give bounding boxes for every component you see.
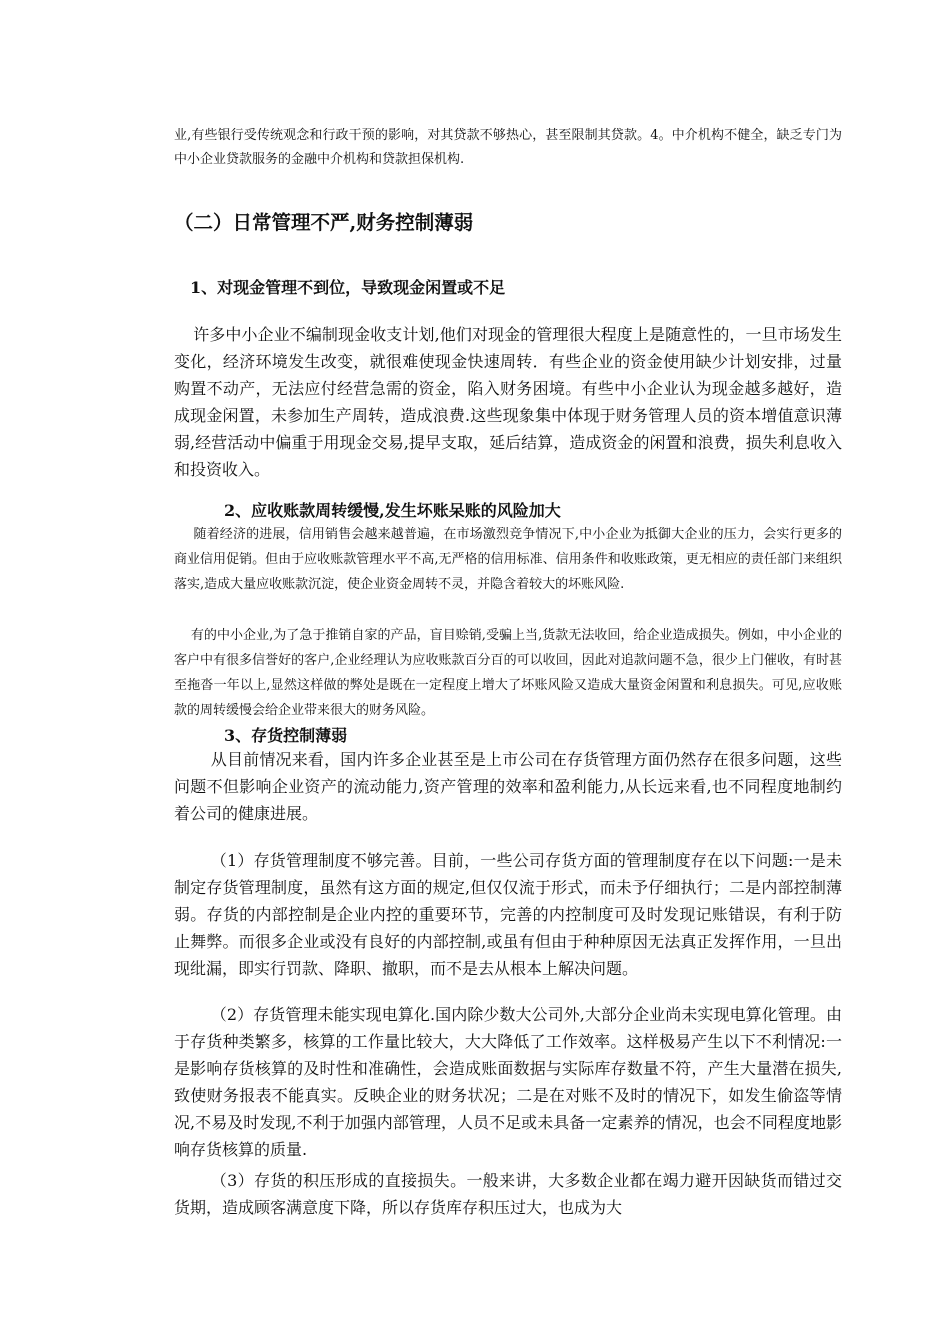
subheading-1: 1、对现金管理不到位，导致现金闲置或不足 xyxy=(190,278,506,297)
paragraph-3d: （3）存货的积压形成的直接损失。一般来讲，大多数企业都在竭力避开因缺货而错过交货期，造成顾客满意度下降，所以存货库存积压过大，也成为大 xyxy=(174,1171,842,1217)
intro-paragraph: 业,有些银行受传统观念和行政干预的影响，对其贷款不够热心，甚至限制其贷款。4。中介机构不健全，缺乏专门为中小企业贷款服务的金融中介机构和贷款担保机构. xyxy=(174,128,842,167)
subheading-2: 2、应收账款周转缓慢,发生坏账呆账的风险加大 xyxy=(224,501,561,520)
paragraph-1: 许多中小企业不编制现金收支计划,他们对现金的管理很大程度上是随意性的，一旦市场发生变化，经济环境发生改变，就很难使现金快速周转．有些企业的资金使用缺少计划安排，过量购置不动产，无法应付经营急需的资金，陷入财务困境。有些中小企业认为现金越多越好，造成现金闲置，未参加生产周转，造成浪费.这些现象集中体现于财务管理人员的资本增值意识薄弱,经营活动中偏重于用现金交易,提早支取，延后结算，造成资金的闲置和浪费，损失利息收入和投资收入。 xyxy=(174,325,842,479)
paragraph-3b: （1）存货管理制度不够完善。目前，一些公司存货方面的管理制度存在以下问题:一是未制定存货管理制度，虽然有这方面的规定,但仅仅流于形式，而未予仔细执行；二是内部控制薄弱。存货的内部控制是企业内控的重要环节，完善的内控制度可及时发现记账错误，有利于防止舞弊。而很多企业或没有良好的内部控制,或虽有但由于种种原因无法真正发挥作用，一旦出现纰漏，即实行罚款、降职、撤职，而不是去从根本上解决问题。 xyxy=(174,851,842,978)
paragraph-3c: （2）存货管理未能实现电算化.国内除少数大公司外,大部分企业尚未实现电算化管理。由于存货种类繁多，核算的工作量比较大，大大降低了工作效率。这样极易产生以下不利情况:一是影响存货核算的及时性和准确性，会造成账面数据与实际库存数量不符，产生大量潜在损失,致使财务报表不能真实。反映企业的财务状况；二是在对账不及时的情况下，如发生偷盗等情况,不易及时发现,不利于加强内部管理，人员不足或未具备一定素养的情况，也会不同程度地影响存货核算的质量. xyxy=(174,1005,842,1159)
paragraph-2a: 随着经济的进展，信用销售会越来越普遍，在市场激烈竞争情况下,中小企业为抵御大企业的压力，会实行更多的商业信用促销。但由于应收账款管理水平不高,无严格的信用标准、信用条件和收账政策，更无相应的责任部门来组织落实,造成大量应收账款沉淀，使企业资金周转不灵，并隐含着较大的坏账风险. xyxy=(174,527,842,592)
paragraph-3a: 从目前情况来看，国内许多企业甚至是上市公司在存货管理方面仍然存在很多问题，这些问题不但影响企业资产的流动能力,资产管理的效率和盈利能力,从长远来看,也不同程度地制约着公司的健康进展。 xyxy=(174,750,842,823)
section-heading: （二）日常管理不严,财务控制薄弱 xyxy=(174,211,474,234)
paragraph-2b: 有的中小企业,为了急于推销自家的产品，盲目赊销,受骗上当,货款无法收回，给企业造成损失。例如，中小企业的客户中有很多信誉好的客户,企业经理认为应收账款百分百的可以收回，因此对追款问题不急，很少上门催收，有时甚至拖沓一年以上,显然这样做的弊处是既在一定程度上增大了坏账风险又造成大量资金闲置和利息损失。可见,应收账款的周转缓慢会给企业带来很大的财务风险。 xyxy=(174,628,842,718)
subheading-3: 3、存货控制薄弱 xyxy=(224,726,348,745)
